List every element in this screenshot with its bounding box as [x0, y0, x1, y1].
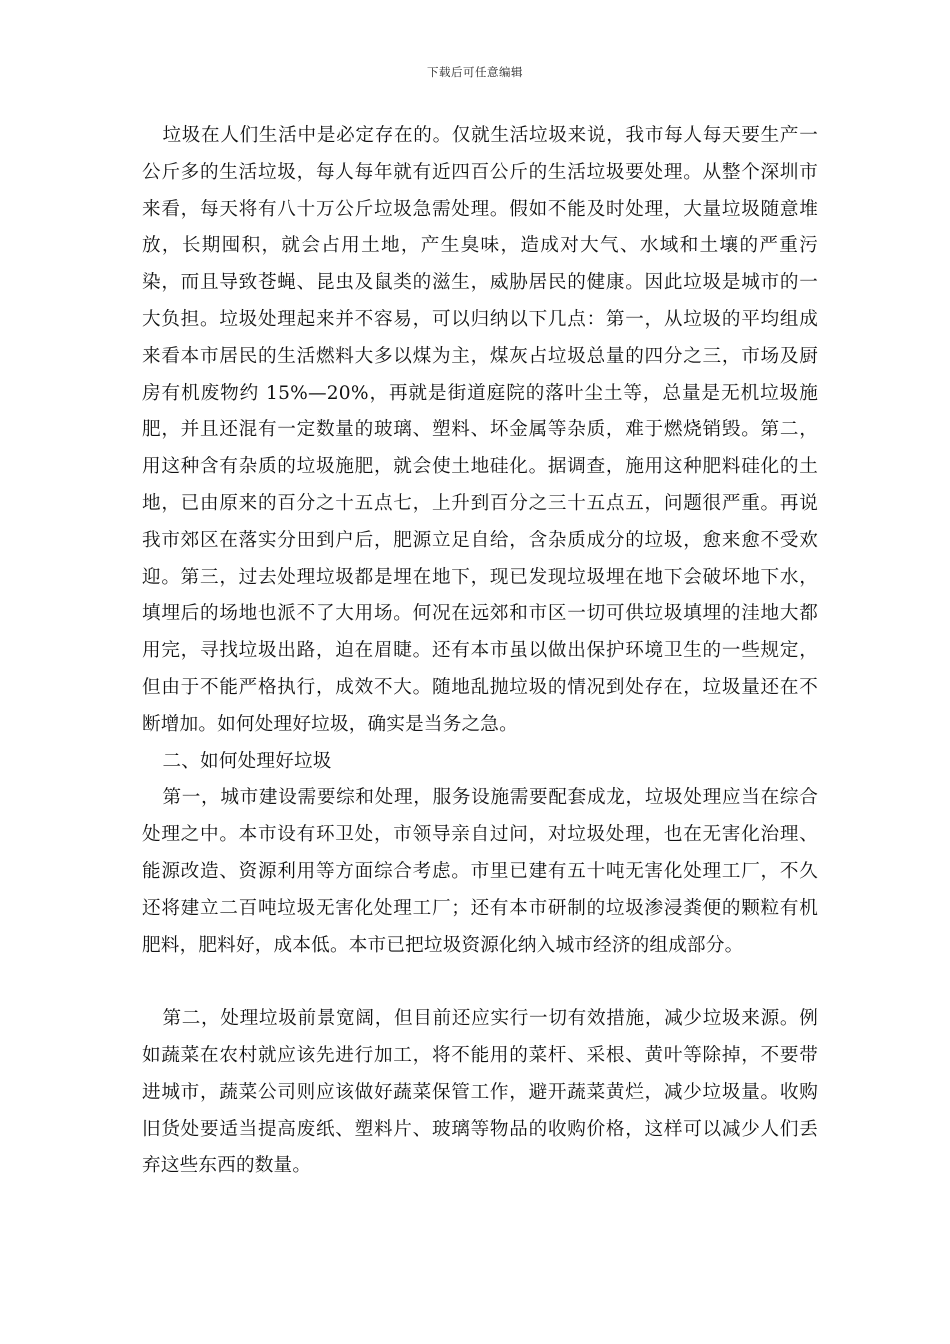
paragraph-reduce-sources: 第二，处理垃圾前景宽阔，但目前还应实行一切有效措施，减少垃圾来源。例如蔬菜在农村就应该先进行加工，将不能用的菜杆、采根、黄叶等除掉，不要带进城市，蔬菜公司则应该做好蔬菜保管工作，避开蔬菜黄烂，减少垃圾量。收购旧货处要适当提高废纸、塑料片、玻璃等物品的收购价格，这样可以减少人们丢弃这些东西的数量。	[142, 1008, 818, 1177]
section-heading-how-to-handle: 二、如何处理好垃圾	[162, 750, 332, 772]
paragraph-comprehensive-treatment: 第一，城市建设需要综和处理，服务设施需要配套成龙，垃圾处理应当在综合处理之中。本市设有环卫处，市领导亲自过问，对垃圾处理，也在无害化治理、能源改造、资源利用等方面综合考虑。市里已建有五十吨无害化处理工厂，不久还将建立二百吨垃圾无害化处理工厂；还有本市研制的垃圾渗浸粪便的颗粒有机肥料，肥料好，成本低。本市已把垃圾资源化纳入城市经济的组成部分。	[142, 787, 818, 956]
paragraph-waste-problem: 垃圾在人们生活中是必定存在的。仅就生活垃圾来说，我市每人每天要生产一公斤多的生活垃圾，每人每年就有近四百公斤的生活垃圾要处理。从整个深圳市来看，每天将有八十万公斤垃圾急需处理。假如不能及时处理，大量垃圾随意堆放，长期囤积，就会占用土地，产生臭味，造成对大气、水域和土壤的严重污染，而且导致苍蝇、昆虫及鼠类的滋生，威胁居民的健康。因此垃圾是城市的一大负担。垃圾处理起来并不容易，可以归纳以下几点：第一，从垃圾的平均组成来看本市居民的生活燃料大多以煤为主，煤灰占垃圾总量的四分之三，市场及厨房有机废物约 15%—20%，再就是街道庭院的落叶尘土等，总量是无机垃圾施肥，并且还混有一定数量的玻璃、塑料、坏金属等杂质，难于燃烧销毁。第二，用这种含有杂质的垃圾施肥，就会使土地硅化。据调查，施用这种肥料硅化的土地，已由原来的百分之十五点七，上升到百分之三十五点五，问题很严重。再说我市郊区在落实分田到户后，肥源立足自给，含杂质成分的垃圾，愈来愈不受欢迎。第三，过去处理垃圾都是埋在地下，现已发现垃圾埋在地下会破坏地下水，填埋后的场地也派不了大用场。何况在远郊和市区一切可供垃圾填埋的洼地大都用完，寻找垃圾出路，迫在眉睫。还有本市虽以做出保护环境卫生的一些规定，但由于不能严格执行，成效不大。随地乱抛垃圾的情况到处存在，垃圾量还在不断增加。如何处理好垃圾，确实是当务之急。	[142, 125, 818, 735]
document-body	[142, 118, 818, 1185]
page-header-note: 下载后可任意编辑	[427, 65, 523, 79]
